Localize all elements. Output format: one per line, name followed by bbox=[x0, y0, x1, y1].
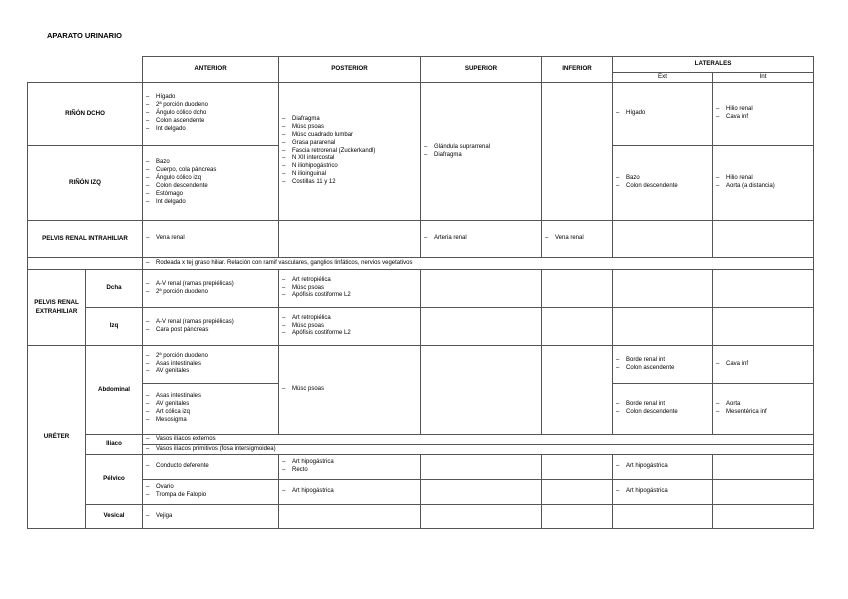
empty-cell bbox=[421, 455, 542, 480]
list-item: – Vejiga bbox=[146, 513, 275, 521]
ureter-abd-lat-int-izq bbox=[713, 384, 814, 435]
list-item: – Estómago bbox=[146, 191, 275, 199]
rinon-dcho-lat-int bbox=[713, 83, 814, 146]
rinon-superior bbox=[421, 83, 542, 221]
ureter-pelv-r2-lat-ext bbox=[613, 480, 713, 505]
list-item: – Asas intestinales bbox=[146, 393, 275, 401]
ureter-abd-anterior-izq bbox=[143, 384, 279, 435]
list-item: – N XII intercostal bbox=[282, 155, 417, 163]
pelvis-intra-inferior bbox=[542, 221, 613, 258]
pelvis-extra-dcha-posterior bbox=[279, 270, 421, 308]
list-item: – Aorta bbox=[716, 401, 810, 409]
list-item: – Asas intestinales bbox=[146, 361, 275, 369]
header-superior: SUPERIOR bbox=[421, 57, 542, 83]
list-item: – Músc psoas bbox=[282, 386, 417, 394]
empty-cell bbox=[421, 346, 542, 435]
list-item: – Fascia retrorenal (Zuckerkandl) bbox=[282, 148, 417, 156]
list-item: – Ángulo cólico dcho bbox=[146, 110, 275, 118]
list-item: – Art hipogástrica bbox=[282, 488, 417, 496]
empty-cell bbox=[613, 270, 713, 308]
list-item: – Mesosigma bbox=[146, 417, 275, 425]
page-title: APARATO URINARIO bbox=[47, 31, 122, 40]
list-item: – Art hipogástrica bbox=[616, 488, 709, 496]
pelvis-intra-label: PELVIS RENAL INTRAHILIAR bbox=[28, 221, 143, 258]
ureter-pelv-r2-posterior bbox=[279, 480, 421, 505]
list-item: – Art retropiélica bbox=[282, 277, 417, 285]
list-item: – Cara post páncreas bbox=[146, 327, 275, 335]
ureter-abd-lat-int-dcho bbox=[713, 346, 814, 384]
ureter-vesical-anterior bbox=[143, 505, 279, 529]
list-item: – Bazo bbox=[146, 159, 275, 167]
pelvis-intra-note: – Rodeada x tej graso hiliar. Relación con ramif vasculares, ganglios linfáticos, nervios vegetativos bbox=[143, 258, 814, 270]
header-posterior: POSTERIOR bbox=[279, 57, 421, 83]
rinon-izq-anterior bbox=[143, 146, 279, 221]
pelvis-intra-posterior bbox=[279, 221, 421, 258]
empty-cell bbox=[542, 346, 613, 435]
list-item: – Apófisis costiforme L2 bbox=[282, 330, 417, 338]
list-item: – Diafragma bbox=[424, 152, 538, 160]
empty-cell bbox=[542, 455, 613, 480]
empty-cell bbox=[713, 480, 814, 505]
rinon-posterior bbox=[279, 83, 421, 221]
empty-cell bbox=[542, 505, 613, 529]
ureter-abd-anterior-dcho bbox=[143, 346, 279, 384]
list-item: – Hígado bbox=[616, 110, 709, 118]
rinon-inferior bbox=[542, 83, 613, 221]
list-item: – Cava inf bbox=[716, 114, 810, 122]
rinon-izq-lat-ext bbox=[613, 146, 713, 221]
list-item: – Borde renal int bbox=[616, 357, 709, 365]
empty-cell bbox=[713, 505, 814, 529]
empty-cell bbox=[542, 308, 613, 346]
list-item: – Bazo bbox=[616, 175, 709, 183]
rinon-izq-lat-int bbox=[713, 146, 814, 221]
ureter-iliaco-row1: – Vasos ilíacos externos bbox=[143, 435, 814, 445]
list-item: – Diafragma bbox=[282, 116, 417, 124]
rinon-dcho-lat-ext bbox=[613, 83, 713, 146]
list-item: – Borde renal int bbox=[616, 401, 709, 409]
list-item: – 2ª porción duodeno bbox=[146, 102, 275, 110]
header-anterior: ANTERIOR bbox=[143, 57, 279, 83]
list-item: – Músc psoas bbox=[282, 124, 417, 132]
list-item: – AV genitales bbox=[146, 401, 275, 409]
list-item: – Apófisis costiforme L2 bbox=[282, 292, 417, 300]
urinary-anatomy-table bbox=[27, 56, 814, 529]
ureter-pelv-r1-posterior bbox=[279, 455, 421, 480]
pelvis-intra-superior bbox=[421, 221, 542, 258]
list-item: – Hígado bbox=[146, 94, 275, 102]
ureter-vesical-label: Vesical bbox=[86, 505, 143, 529]
empty-cell bbox=[542, 480, 613, 505]
pelvis-extra-izq-label: Izq bbox=[86, 308, 143, 346]
list-item: – Arteria renal bbox=[424, 235, 538, 243]
empty-cell bbox=[613, 505, 713, 529]
list-item: – Vena renal bbox=[146, 235, 275, 243]
ureter-label: URÉTER bbox=[28, 346, 86, 529]
empty-cell bbox=[713, 308, 814, 346]
list-item: – Art cólica izq bbox=[146, 409, 275, 417]
ureter-pelv-r2-anterior bbox=[143, 480, 279, 505]
empty-cell bbox=[613, 308, 713, 346]
pelvis-intra-lat-ext bbox=[613, 221, 713, 258]
ureter-abdominal-label: Abdominal bbox=[86, 346, 143, 435]
empty-cell bbox=[421, 270, 542, 308]
empty-cell bbox=[421, 480, 542, 505]
pelvis-extra-izq-posterior bbox=[279, 308, 421, 346]
list-item: – Glándula suprarrenal bbox=[424, 144, 538, 152]
list-item: – A-V renal (ramas prepiélicas) bbox=[146, 281, 275, 289]
ureter-abd-posterior bbox=[279, 346, 421, 435]
list-item: – Recto bbox=[282, 467, 417, 475]
list-item: – Ángulo cólico izq bbox=[146, 175, 275, 183]
header-inferior: INFERIOR bbox=[542, 57, 613, 83]
list-item: – Músc cuadrado lumbar bbox=[282, 132, 417, 140]
ureter-pelv-r1-lat-ext bbox=[613, 455, 713, 480]
list-item: – Int delgado bbox=[146, 126, 275, 134]
list-item: – Ovario bbox=[146, 484, 275, 492]
list-item: – Colon descendente bbox=[146, 183, 275, 191]
pelvis-extra-dcha-label: Dcha bbox=[86, 270, 143, 308]
list-item: – Músc psoas bbox=[282, 285, 417, 293]
list-item: – A-V renal (ramas prepiélicas) bbox=[146, 319, 275, 327]
list-item: – N ilioinguinal bbox=[282, 171, 417, 179]
empty-cell bbox=[542, 270, 613, 308]
ureter-pelvico-label: Pélvico bbox=[86, 455, 143, 505]
list-item: – Grasa pararenal bbox=[282, 140, 417, 148]
list-item: – Cava inf bbox=[716, 361, 810, 369]
header-ext: Ext bbox=[613, 73, 713, 83]
list-item: – Art hipogástrica bbox=[616, 463, 709, 471]
list-item: – Cuerpo, cola páncreas bbox=[146, 167, 275, 175]
empty-cell bbox=[713, 455, 814, 480]
list-item: – Colon descendente bbox=[616, 183, 709, 191]
header-laterales: LATERALES bbox=[613, 57, 814, 73]
list-item: – 2ª porción duodeno bbox=[146, 289, 275, 297]
list-item: – 2ª porción duodeno bbox=[146, 353, 275, 361]
list-item: – Art retropiélica bbox=[282, 315, 417, 323]
list-item: – Conducto deferente bbox=[146, 463, 275, 471]
list-item: – Aorta (a distancia) bbox=[716, 183, 810, 191]
list-item: – Hilio renal bbox=[716, 106, 810, 114]
ureter-iliaco-label: Iliaco bbox=[86, 435, 143, 455]
pelvis-intra-anterior bbox=[143, 221, 279, 258]
rinon-izq-label: RIÑÓN IZQ bbox=[28, 146, 143, 221]
pelvis-extra-dcha-anterior bbox=[143, 270, 279, 308]
ureter-abd-lat-ext-dcho bbox=[613, 346, 713, 384]
list-item: – Trompa de Falopio bbox=[146, 492, 275, 500]
list-item: – Hilio renal bbox=[716, 175, 810, 183]
list-item: – Mesentérica inf bbox=[716, 409, 810, 417]
list-item: – AV genitales bbox=[146, 368, 275, 376]
list-item: – N iliohipogástrico bbox=[282, 163, 417, 171]
ureter-abd-lat-ext-izq bbox=[613, 384, 713, 435]
empty-cell bbox=[421, 505, 542, 529]
list-item: – Int delgado bbox=[146, 199, 275, 207]
ureter-iliaco-row2: – Vasos ilíacos primitivos (fosa intersigmoidea) bbox=[143, 445, 814, 455]
list-item: – Colon descendente bbox=[616, 409, 709, 417]
rinon-dcho-anterior bbox=[143, 83, 279, 146]
empty-cell bbox=[713, 270, 814, 308]
list-item: – Vena renal bbox=[545, 235, 609, 243]
list-item: – Colon ascendente bbox=[616, 365, 709, 373]
list-item: – Costillas 11 y 12 bbox=[282, 179, 417, 187]
list-item: – Músc psoas bbox=[282, 323, 417, 331]
list-item: – Art hipogástrica bbox=[282, 459, 417, 467]
rinon-dcho-label: RIÑÓN DCHO bbox=[28, 83, 143, 146]
pelvis-extra-izq-anterior bbox=[143, 308, 279, 346]
empty-cell bbox=[421, 308, 542, 346]
list-item: – Colon ascendente bbox=[146, 118, 275, 126]
pelvis-extra-label: PELVIS RENAL EXTRAHILIAR bbox=[28, 270, 86, 346]
empty-cell bbox=[279, 505, 421, 529]
ureter-pelv-r1-anterior bbox=[143, 455, 279, 480]
pelvis-intra-lat-int bbox=[713, 221, 814, 258]
header-int: Int bbox=[713, 73, 814, 83]
